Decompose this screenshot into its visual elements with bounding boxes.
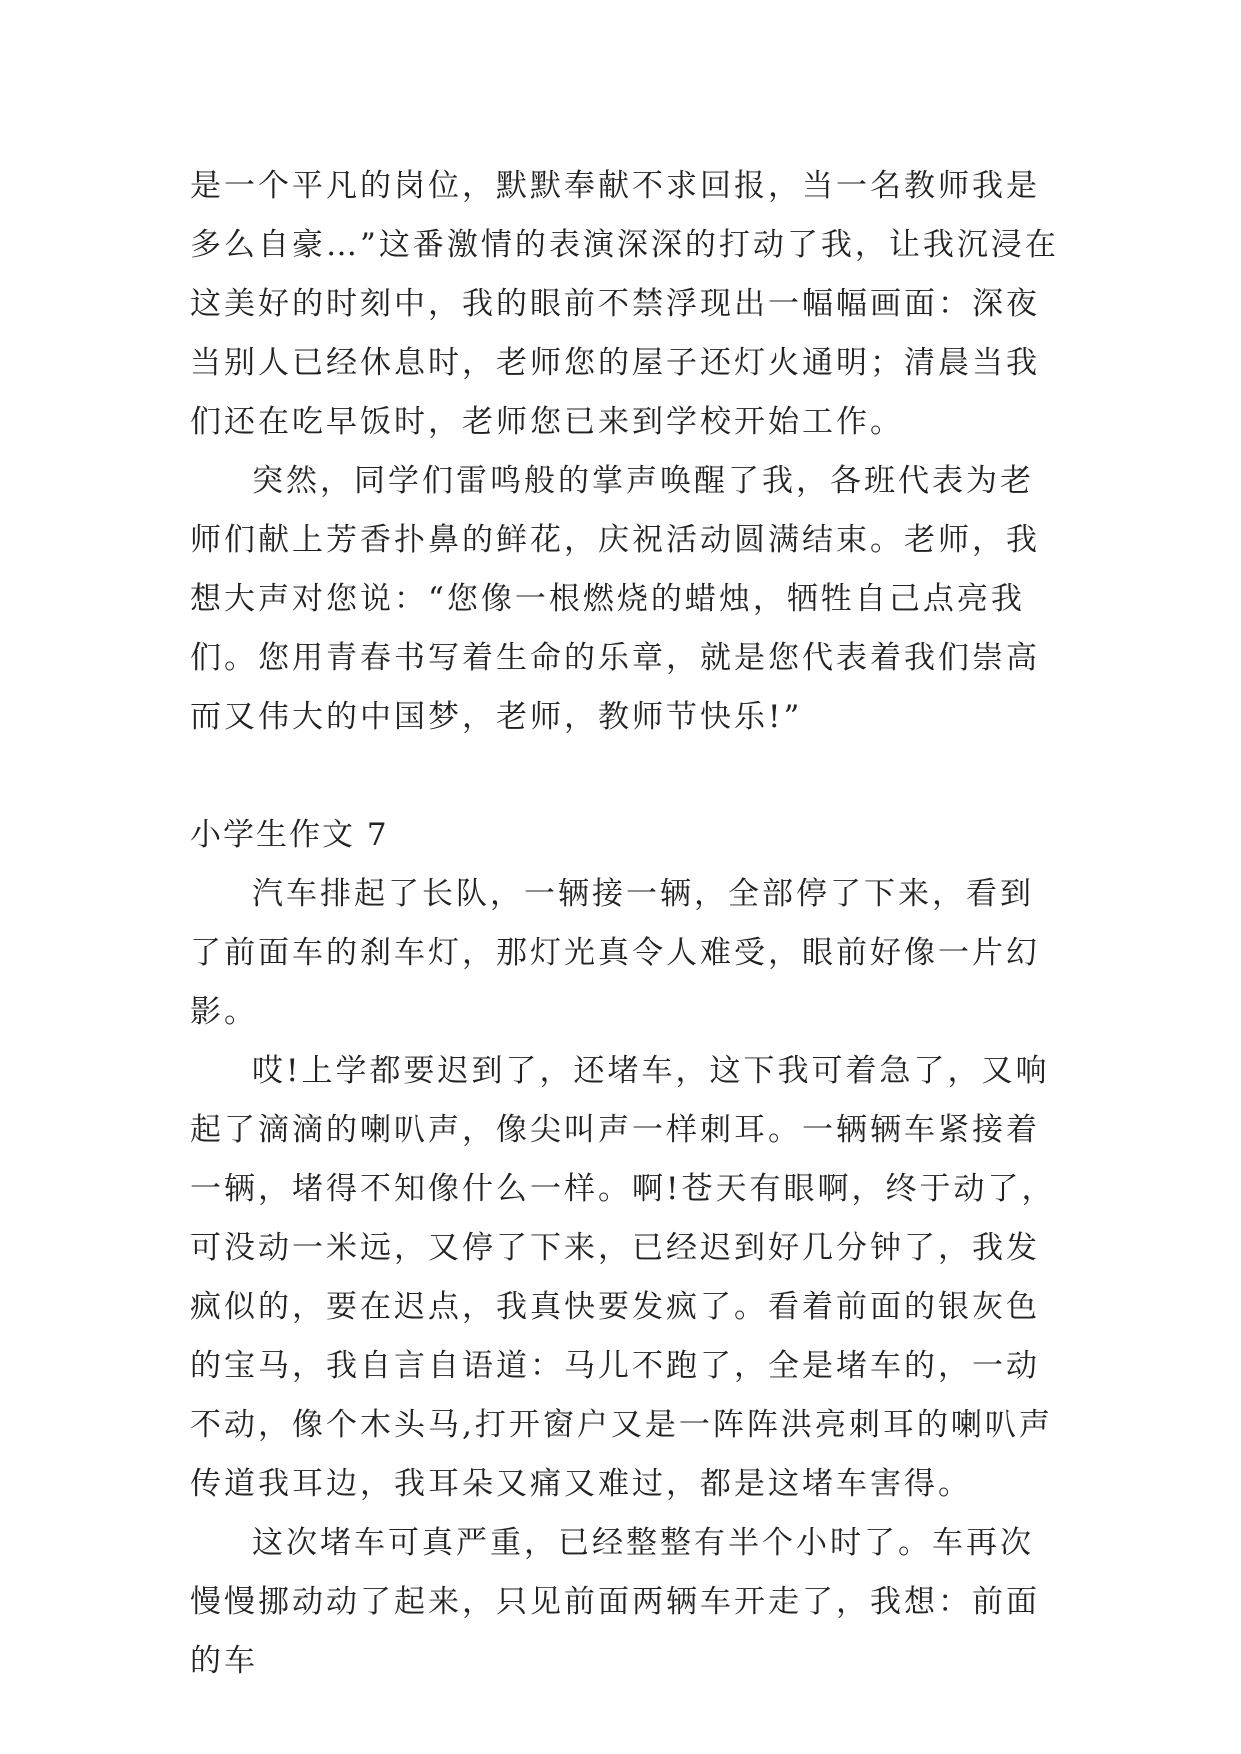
section-title: 小学生作文 7 [190, 817, 389, 853]
paragraph: 哎!上学都要迟到了，还堵车，这下我可着急了，又响起了滴滴的喇叭声，像尖叫声一样刺耳。一辆辆车紧接着一辆，堵得不知像什么一样。啊!苍天有眼啊，终于动了，可没动一米远，又停了下来，已经迟到好几分钟了，我发疯似的，要在迟点，我真快要发疯了。看着前面的银灰色的宝马，我自言自语道：马儿不跑了，全是堵车的，一动不动，像个木头马,打开窗户又是一阵阵洪亮刺耳的喇叭声传道我耳边，我耳朵又痛又难过，都是这堵车害得。 [190, 1053, 1056, 1502]
paragraph: 突然，同学们雷鸣般的掌声唤醒了我，各班代表为老师们献上芳香扑鼻的鲜花，庆祝活动圆满结束。老师，我想大声对您说：“您像一根燃烧的蜡烛，牺牲自己点亮我们。您用青春书写着生命的乐章，就是您代表着我们崇高而又伟大的中国梦，老师，教师节快乐!” [190, 463, 1040, 735]
paragraph-continued: 是一个平凡的岗位，默默奉献不求回报，当一名教师我是多么自豪…”这番激情的表演深深的打动了我，让我沉浸在这美好的时刻中，我的眼前不禁浮现出一幅幅画面：深夜当别人已经休息时，老师您的屋子还灯火通明；清晨当我们还在吃早饭时，老师您已来到学校开始工作。 [190, 168, 1059, 440]
paragraph: 汽车排起了长队，一辆接一辆，全部停了下来，看到了前面车的刹车灯，那灯光真令人难受，眼前好像一片幻影。 [190, 876, 1040, 1030]
document-body [190, 157, 1060, 1691]
paragraph: 这次堵车可真严重，已经整整有半个小时了。车再次慢慢挪动动了起来，只见前面两辆车开走了，我想：前面的车 [190, 1525, 1040, 1679]
